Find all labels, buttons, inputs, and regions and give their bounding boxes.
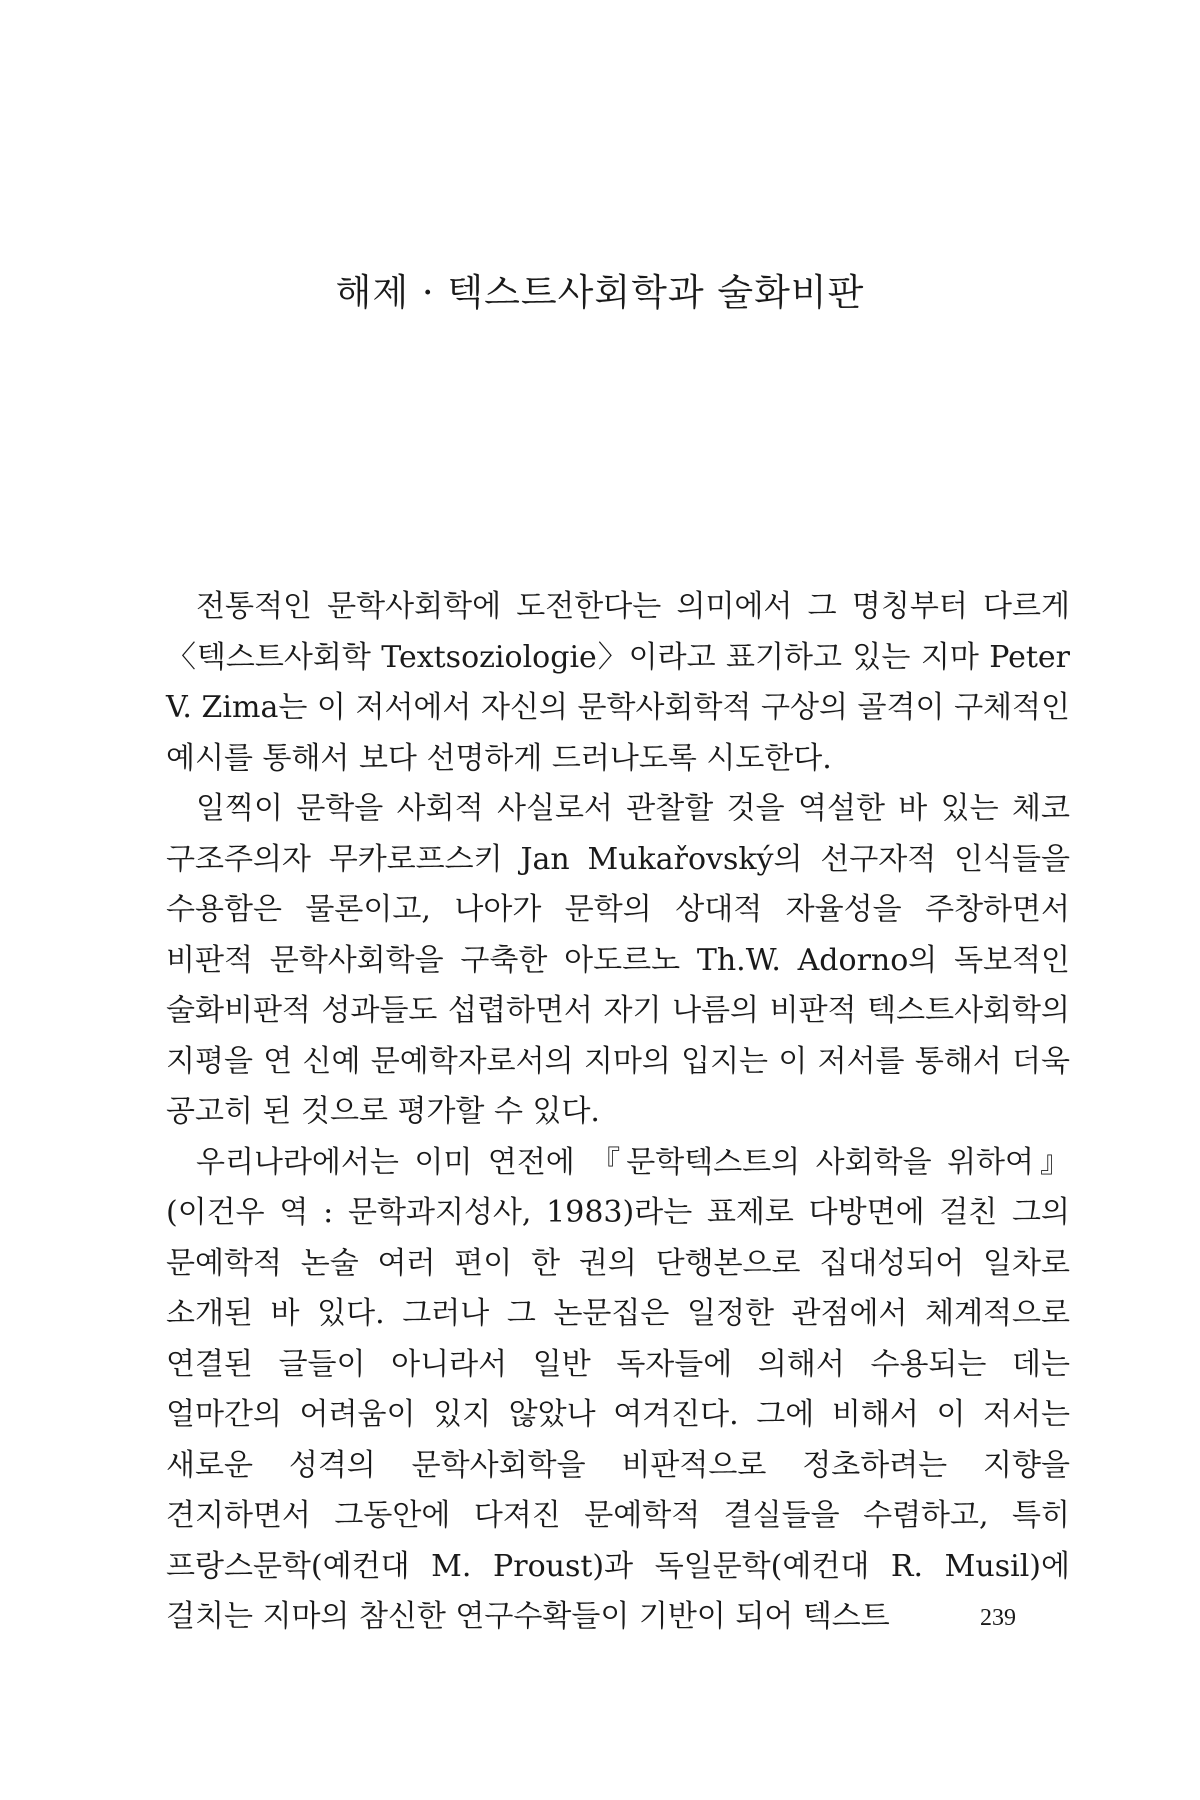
body-text — [166, 582, 1070, 1643]
chapter-title: 해제 · 텍스트사회학과 술화비판 — [335, 271, 865, 314]
page-number: 239 — [980, 1605, 1016, 1631]
paragraph-1: 전통적인 문학사회학에 도전한다는 의미에서 그 명칭부터 다르게 〈텍스트사회학 Textsoziologie〉이라고 표기하고 있는 지마 Peter V. Zima는 이 저서에서 자신의 문학사회학적 구상의 골격이 구체적인 예시를 통해서 보다 선명하게 드러나도록 시도한다. — [166, 589, 1070, 776]
paragraph-2: 일찍이 문학을 사회적 사실로서 관찰할 것을 역설한 바 있는 체코 구조주의자 무카로프스키 Jan Mukařovský의 선구자적 인식들을 수용함은 물론이고, 나아가 문학의 상대적 자율성을 주창하면서 비판적 문학사회학을 구축한 아도르노 Th.W. Adorno의 독보적인 술화비판적 성과들도 섭렵하면서 자기 나름의 비판적 텍스트사회학의 지평을 연 신예 문예학자로서의 지마의 입지는 이 저서를 통해서 더욱 공고히 된 것으로 평가할 수 있다. — [166, 791, 1070, 1129]
paragraph-3: 우리나라에서는 이미 연전에 『문학텍스트의 사회학을 위하여』(이건우 역 : 문학과지성사, 1983)라는 표제로 다방면에 걸친 그의 문예학적 논술 여러 편이 한 권의 단행본으로 집대성되어 일차로 소개된 바 있다. 그러나 그 논문집은 일정한 관점에서 체계적으로 연결된 글들이 아니라서 일반 독자들에 의해서 수용되는 데는 얼마간의 어려움이 있지 않았나 여겨진다. 그에 비해서 이 저서는 새로운 성격의 문학사회학을 비판적으로 정초하려는 지향을 견지하면서 그동안에 다져진 문예학적 결실들을 수렴하고, 특히 프랑스문학(예컨대 M. Proust)과 독일문학(예컨대 R. Musil)에 걸치는 지마의 참신한 연구수확들이 기반이 되어 텍스트 — [166, 1144, 1070, 1634]
